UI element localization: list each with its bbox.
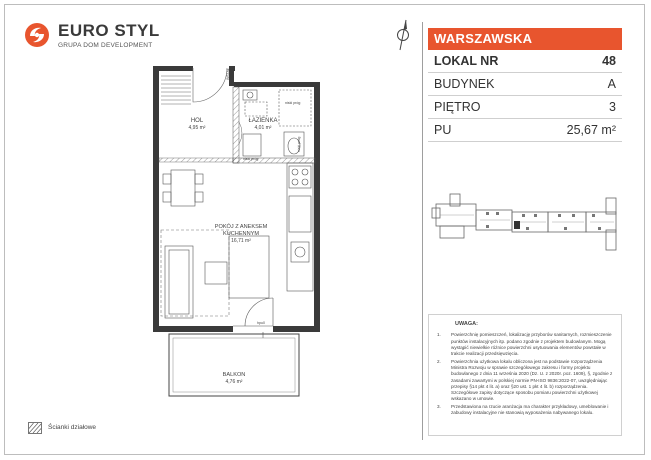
entry-door-swing xyxy=(193,68,227,102)
room-label-balcony: BALKON xyxy=(222,372,246,378)
info-value: 3 xyxy=(609,100,616,114)
room-area-living: 16,71 m² xyxy=(231,238,251,244)
info-row-pu xyxy=(428,119,622,142)
info-row-lokal xyxy=(428,50,622,73)
note-number: 2. xyxy=(437,358,441,364)
info-label: PU xyxy=(434,123,452,137)
room-label-bath: ŁAZIENKA xyxy=(248,118,278,124)
balcony-door xyxy=(233,298,273,326)
brand-logo xyxy=(24,18,164,58)
brand-name: EURO STYL xyxy=(58,21,160,40)
threshold-label: niski próg xyxy=(297,136,301,152)
note-item xyxy=(437,332,615,357)
info-label: PIĘTRO xyxy=(434,100,481,114)
notes-title: UWAGA: xyxy=(455,321,478,327)
unit-info-panel xyxy=(428,28,622,142)
info-row-budynek xyxy=(428,73,622,96)
note-item xyxy=(437,404,615,417)
room-area-bath: 4,01 m² xyxy=(254,125,272,131)
room-label-living-2: KUCHENNYM xyxy=(222,231,260,237)
floor-plan xyxy=(145,62,335,422)
room-label-living: POKÓJ Z ANEKSEM xyxy=(214,224,268,230)
room-area-balcony: 4,76 m² xyxy=(225,379,243,385)
dining-set xyxy=(163,170,203,206)
investment-name: WARSZAWSKA xyxy=(428,28,622,50)
note-text: Przedstawiona na rzucie aranżacja ma charakter przykładowy, umeblowanie i zabudowy instalacyjne nie stanowią wyposażenia nabywanego lokalu. xyxy=(451,403,609,416)
note-text: Powierzchnia użytkowa lokalu obliczona jest na podstawie rozporządzenia Ministra Rozwoju w sprawie szczegółowego zakresu i formy projektu budowlanego z dnia 11 września 2020 (Dz. U. z 2020r. poz. 1609), §, zgodnie z zasadami zawartymi w polskiej normie PN-ISO 9836:2022-07, uwzględniając przepisy §14 pkt 4 lit. a) oraz §20 ust. 1 pkt 4 lit. b) rozporządzenia. Szczegółowe zapisy dotyczące sposobu pomiaru powierzchni użytkowej wskazano w umowie. xyxy=(451,358,613,402)
notes-box xyxy=(428,314,622,436)
wardrobe-outline xyxy=(161,230,229,316)
info-row-pietro xyxy=(428,96,622,119)
unit-highlight xyxy=(514,221,520,229)
euro-styl-logo-icon xyxy=(24,22,50,48)
info-label: BUDYNEK xyxy=(434,77,495,91)
info-value: 25,67 m² xyxy=(566,123,616,137)
balcony-threshold-label: hpu0 xyxy=(257,321,265,325)
installation-label: INSTAL xyxy=(226,68,230,80)
balcony-outline xyxy=(169,334,299,396)
threshold-label: niski próg xyxy=(285,101,301,105)
note-item xyxy=(437,359,615,403)
info-value: A xyxy=(607,77,616,91)
note-text: Powierzchnię pomieszczeń, lokalizację przyborów sanitarnych, rozmieszczenie punktów instalacyjnych itp. podano zgodnie z projektem budowlanym. Mogą wystąpić niewielkie różnice powierzchni usytuowania elementów powstałe w trakcie realizacji przedsięwzięcia. xyxy=(451,332,612,357)
note-number: 3. xyxy=(437,403,441,409)
threshold-label: niski próg xyxy=(243,157,259,161)
bath-door-swing xyxy=(239,122,242,144)
hatched-wall-icon xyxy=(28,422,42,434)
partition-wall xyxy=(159,158,233,162)
divider-line xyxy=(422,22,423,440)
info-label: LOKAL NR xyxy=(434,54,499,68)
room-area-hol: 4,95 m² xyxy=(188,125,206,131)
north-arrow-icon xyxy=(394,18,412,52)
legend-label: Ścianki działowe xyxy=(48,424,97,431)
note-number: 1. xyxy=(437,332,441,338)
partition-wall xyxy=(233,87,239,163)
info-value: 48 xyxy=(602,54,616,68)
building-key-plan xyxy=(430,190,622,260)
stair-lines xyxy=(161,76,191,104)
kitchen-counter xyxy=(287,163,313,291)
room-label-hol: HOL xyxy=(190,118,204,124)
brand-subtitle: GRUPA DOM DEVELOPMENT xyxy=(58,42,153,49)
